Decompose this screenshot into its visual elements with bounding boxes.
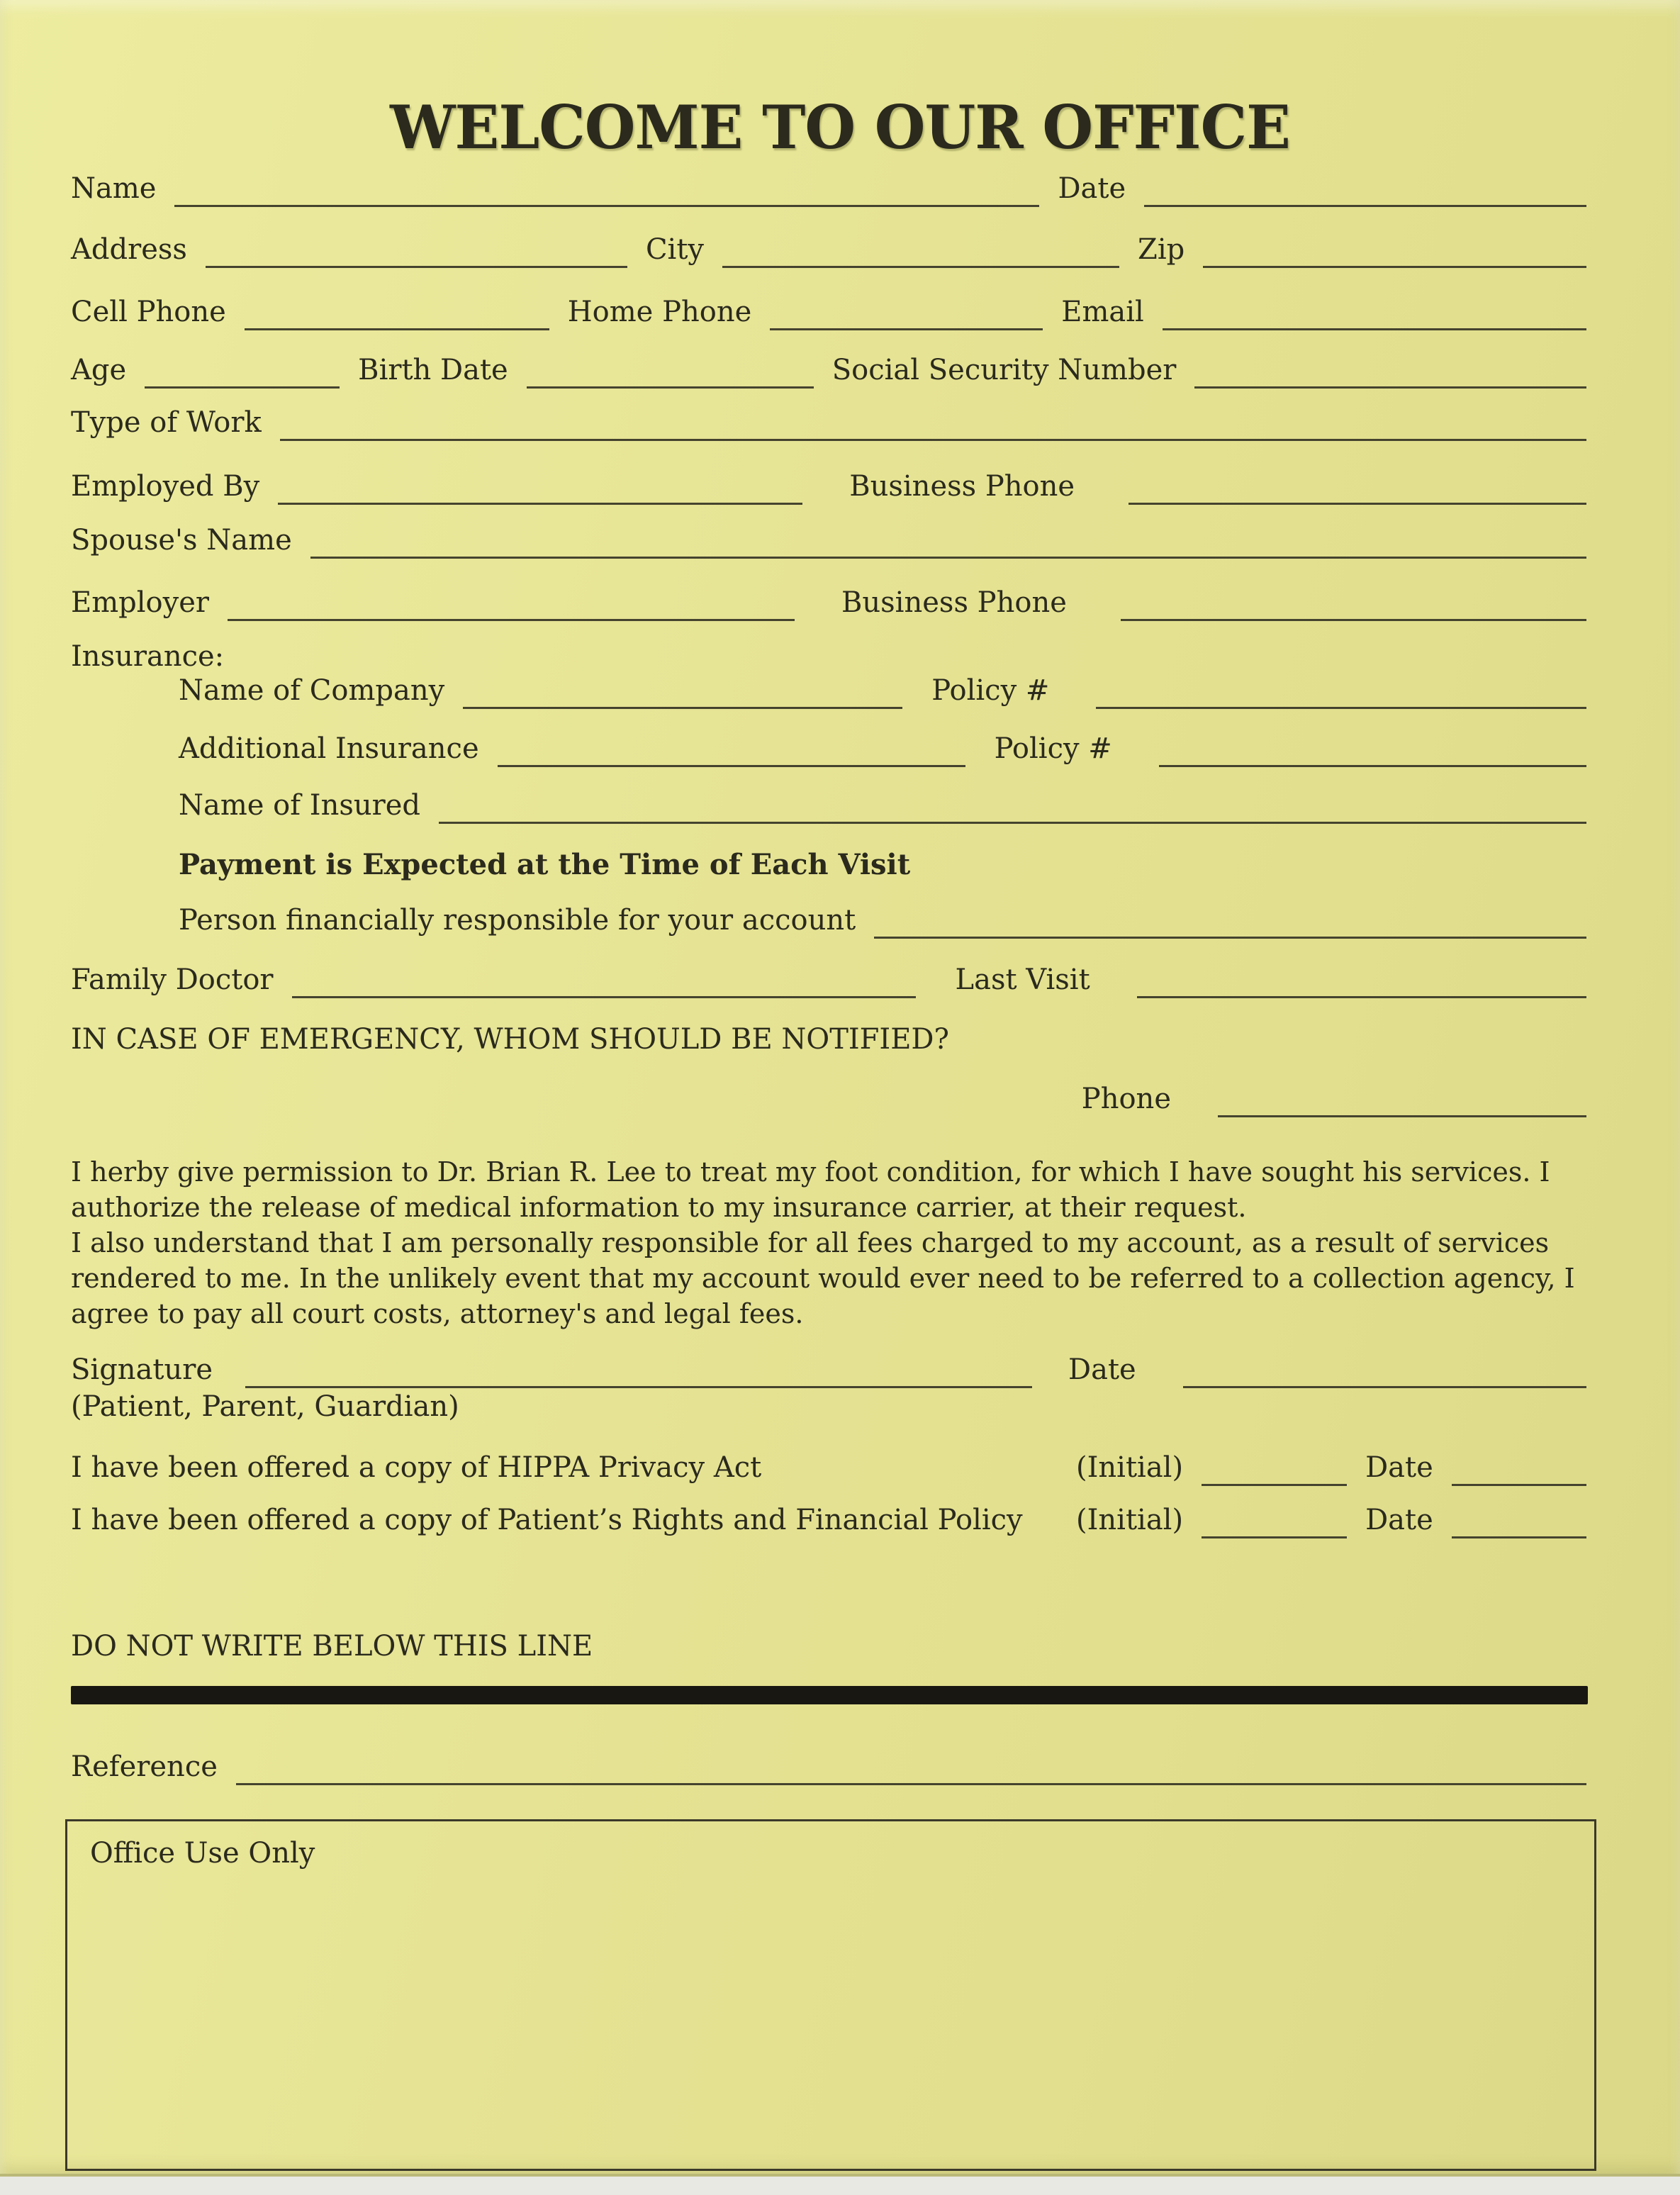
address-field-line[interactable] — [206, 266, 627, 268]
last-visit-field-line[interactable] — [1137, 996, 1586, 998]
paper-bottom-edge — [0, 2174, 1680, 2195]
emergency-phone-row — [71, 1082, 1586, 1117]
rights-date-field-line[interactable] — [1452, 1536, 1586, 1538]
signature-field-line[interactable] — [245, 1386, 1032, 1388]
emergency-question-row — [71, 1022, 1586, 1058]
consent-paragraph — [71, 1154, 1582, 1331]
divider-bar — [71, 1686, 1588, 1704]
name-field-line[interactable] — [174, 205, 1039, 207]
additional-insurance-field-line[interactable] — [498, 765, 965, 767]
initial-date2-label: Date — [1365, 1504, 1433, 1536]
reference-field-line[interactable] — [236, 1783, 1586, 1785]
signature-sub-label: (Patient, Parent, Guardian) — [71, 1390, 459, 1423]
cell-phone-field-line[interactable] — [245, 328, 549, 330]
reference-label: Reference — [71, 1750, 218, 1783]
age-row — [71, 353, 1586, 389]
type-of-work-field-line[interactable] — [280, 439, 1586, 441]
employed-by-field-line[interactable] — [278, 503, 802, 505]
home-phone-label: Home Phone — [567, 296, 752, 328]
family-doctor-label: Family Doctor — [71, 964, 274, 996]
ssn-field-line[interactable] — [1194, 386, 1586, 389]
hippa-date-field-line[interactable] — [1452, 1484, 1586, 1486]
additional-insurance-row — [179, 732, 1586, 767]
name-date-row — [71, 172, 1586, 207]
email-label: Email — [1061, 296, 1144, 328]
birth-date-field-line[interactable] — [527, 386, 814, 389]
city-field-line[interactable] — [722, 266, 1119, 268]
initial2-label: (Initial) — [1076, 1504, 1184, 1536]
insurance-heading-row — [71, 639, 1586, 675]
rights-initial-field-line[interactable] — [1202, 1536, 1347, 1538]
zip-label: Zip — [1138, 233, 1185, 266]
signature-date-field-line[interactable] — [1183, 1386, 1586, 1388]
cell-phone-label: Cell Phone — [71, 296, 226, 328]
signature-row — [71, 1353, 1586, 1388]
person-responsible-field-line[interactable] — [874, 937, 1586, 939]
spouse-name-field-line[interactable] — [310, 557, 1586, 559]
email-field-line[interactable] — [1163, 328, 1586, 330]
ssn-label: Social Security Number — [831, 354, 1177, 386]
policy-number2-field-line[interactable] — [1159, 765, 1586, 767]
name-of-company-label: Name of Company — [179, 674, 445, 707]
form-title: WELCOME TO OUR OFFICE — [390, 92, 1290, 162]
rights-offer-line: I have been offered a copy of Patient’s Rights and Financial Policy — [71, 1504, 1023, 1536]
responsible-person-row — [179, 903, 1586, 939]
home-phone-field-line[interactable] — [770, 328, 1043, 330]
emergency-phone-field-line[interactable] — [1218, 1115, 1586, 1117]
signature-date-label: Date — [1068, 1353, 1136, 1386]
spouse-name-label: Spouse's Name — [71, 524, 292, 557]
insurance-heading: Insurance: — [71, 640, 225, 673]
reference-row — [71, 1750, 1586, 1785]
do-not-write-notice: DO NOT WRITE BELOW THIS LINE — [71, 1630, 593, 1663]
do-not-write-row — [71, 1629, 1586, 1665]
payment-notice-row — [179, 848, 1586, 883]
hippa-initial-field-line[interactable] — [1202, 1484, 1347, 1486]
office-use-label: Office Use Only — [90, 1837, 315, 1870]
city-label: City — [645, 233, 705, 266]
business-phone-field-line[interactable] — [1129, 503, 1586, 505]
type-of-work-label: Type of Work — [71, 406, 262, 439]
emergency-question: IN CASE OF EMERGENCY, WHOM SHOULD BE NOTIFIED? — [71, 1023, 949, 1056]
business-phone2-label: Business Phone — [841, 586, 1067, 619]
hippa-row — [71, 1451, 1586, 1486]
age-field-line[interactable] — [145, 386, 340, 389]
zip-field-line[interactable] — [1203, 266, 1586, 268]
spouse-name-row — [71, 523, 1586, 559]
hippa-offer-line: I have been offered a copy of HIPPA Privacy Act — [71, 1451, 762, 1484]
employer-field-line[interactable] — [228, 619, 795, 621]
additional-insurance-label: Additional Insurance — [179, 732, 479, 765]
family-doctor-row — [71, 963, 1586, 998]
employed-by-row — [71, 469, 1586, 505]
initial-label: (Initial) — [1076, 1451, 1184, 1484]
insurance-company-row — [179, 674, 1586, 709]
payment-notice: Payment is Expected at the Time of Each Visit — [179, 848, 911, 881]
name-of-insured-field-line[interactable] — [439, 822, 1586, 824]
age-label: Age — [71, 354, 127, 386]
consent-paragraph-1: I herby give permission to Dr. Brian R. Lee to treat my foot condition, for which I have sought his services. I authorize the release of medical information to my insurance carrier, at their request. — [71, 1156, 1550, 1223]
policy-number2-label: Policy # — [994, 732, 1112, 765]
phones-row — [71, 295, 1586, 330]
consent-paragraph-2: I also understand that I am personally responsible for all fees charged to my account, as a result of services rendered to me. In the unlikely event that my account would ever need to be referred to a collection agency, I agree to pay all court costs, attorney's and legal fees. — [71, 1227, 1575, 1329]
name-label: Name — [71, 172, 157, 205]
date-field-line[interactable] — [1144, 205, 1586, 207]
employer-row — [71, 586, 1586, 621]
office-use-box — [65, 1819, 1596, 2171]
address-label: Address — [71, 233, 187, 266]
employed-by-label: Employed By — [71, 470, 260, 503]
company-field-line[interactable] — [463, 707, 902, 709]
emergency-phone-label: Phone — [1081, 1083, 1171, 1115]
signature-label: Signature — [71, 1353, 213, 1386]
business-phone2-field-line[interactable] — [1121, 619, 1586, 621]
birth-date-label: Birth Date — [358, 354, 508, 386]
person-responsible-label: Person financially responsible for your account — [179, 904, 856, 937]
name-of-insured-row — [179, 788, 1586, 824]
type-of-work-row — [71, 406, 1586, 441]
policy-number-field-line[interactable] — [1096, 707, 1586, 709]
last-visit-label: Last Visit — [955, 964, 1090, 996]
business-phone-label: Business Phone — [849, 470, 1075, 503]
policy-number-label: Policy # — [931, 674, 1050, 707]
employer-label: Employer — [71, 586, 209, 619]
address-row — [71, 233, 1586, 268]
date-label: Date — [1058, 172, 1126, 205]
signature-sub-row — [71, 1390, 1586, 1425]
name-of-insured-label: Name of Insured — [179, 789, 421, 822]
family-doctor-field-line[interactable] — [292, 996, 916, 998]
patient-rights-row — [71, 1503, 1586, 1538]
initial-date-label: Date — [1365, 1451, 1433, 1484]
